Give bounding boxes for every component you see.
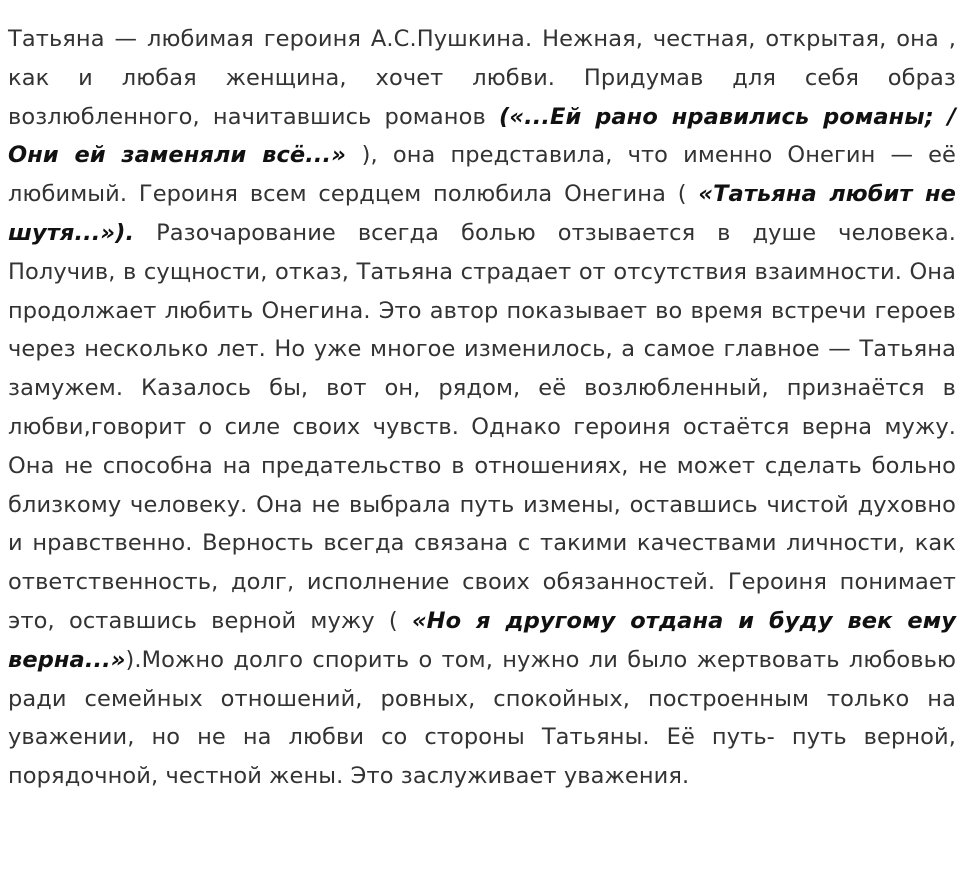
quote-tatiana-loves: «Татьяна любит не шутя...»). [8,181,956,246]
essay-text-fidelity: Разочарование всегда болью отзывается в душе человека. Получив, в сущности, отказ, Татьяна страдает от отсутствия взаимности. Она продолжает любить Онегина. Это автор показывает во время встречи героев через несколько лет. Но уже многое изменилось, а самое главное — Татьяна замужем. Казалось бы, вот он, рядом, её возлюбленный, признаётся в любви,говорит о силе своих чувств. Однако героиня остаётся верна мужу. Она не способна на предательство в отношениях, не может сделать больно близкому человеку. Она не выбрала путь измены, оставшись чистой духовно и нравственно. Верность всегда связана с такими качествами личности, как ответственность, долг, исполнение своих обязанностей. Героиня понимает это, оставшись верной мужу ( [8,219,956,634]
essay-text-conclusion: ).Можно долго спорить о том, нужно ли было жертвовать любовью ради семейных отношений, ровных, спокойных, построенным только на уважении, но не на любви со стороны Татьяны. Её путь- путь верной, порядочной, честной жены. Это заслуживает уважения. [8,646,956,790]
quote-romances: («...Ей рано нравились романы; / Они ей заменяли всё...» [8,103,956,169]
essay-text-intro: Татьяна — любимая героиня А.С.Пушкина. Нежная, честная, открытая, она , как и любая женщина, хочет любви. Придумав для себя образ возлюбленного, начитавшись романов [8,26,956,130]
essay-paragraph [8,20,956,796]
essay-text-onegin: ), она представила, что именно Онегин — её любимый. Героиня всем сердцем полюбила Онегина ( [8,142,956,208]
quote-given-to-another: «Но я другому отдана и буду век ему верна...» [8,607,956,673]
